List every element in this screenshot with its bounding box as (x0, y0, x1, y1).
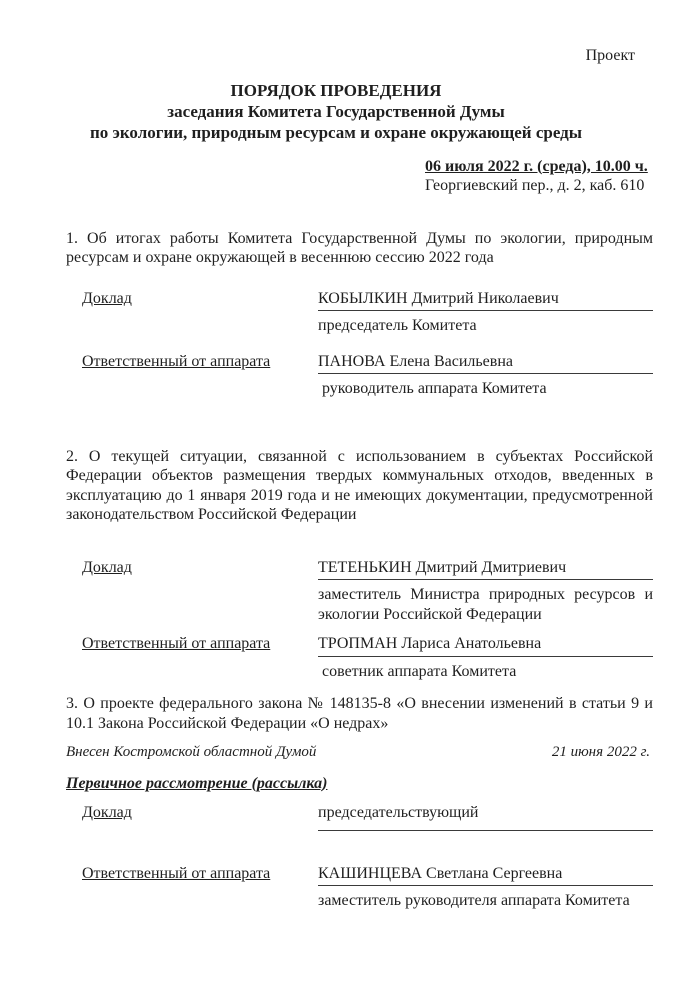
person-name: председательствующий (318, 803, 653, 831)
item3-speaker-report (82, 803, 653, 831)
title-line-3: по экологии, природным ресурсам и охране окружающей среды (89, 122, 583, 142)
report-person (318, 289, 653, 336)
staff-label-text: Ответственный от аппарата (82, 864, 271, 882)
person-role: заместитель Министра природных ресурсов и экологии Российской Федерации (318, 586, 653, 623)
person-role: руководитель аппарата Комитета (322, 380, 547, 397)
person-name: КАШИНЦЕВА Светлана Сергеевна (318, 864, 653, 887)
staff-person (318, 634, 653, 681)
meeting-when-block (425, 157, 700, 196)
report-person (318, 803, 653, 831)
report-label (82, 558, 318, 578)
report-label-text: Доклад (82, 804, 132, 821)
report-label (82, 803, 318, 823)
staff-person (318, 352, 653, 399)
staff-label-text: Ответственный от аппарата (82, 352, 271, 370)
staff-label (82, 864, 318, 884)
person-role: председатель Комитета (318, 317, 477, 334)
staff-label (82, 352, 318, 372)
person-role: заместитель руководителя аппарата Комитета (318, 892, 630, 909)
person-name: ТЕТЕНЬКИН Дмитрий Дмитриевич (318, 558, 653, 581)
staff-label-text: Ответственный от аппарата (82, 635, 271, 652)
person-role: советник аппарата Комитета (322, 662, 517, 680)
item2-speaker-staff (82, 634, 653, 681)
agenda-item-3-text: 3. О проекте федерального закона № 148135-8 «О внесении изменений в статьи 9 и 10.1 Закона Российской Федерации «О недрах» (66, 695, 653, 732)
staff-label (82, 634, 318, 654)
title-line-2: заседания Комитета Государственной Думы (167, 101, 505, 121)
bill-submission-row (66, 743, 650, 763)
report-label (82, 289, 318, 309)
project-label: Проект (585, 47, 635, 64)
agenda-item-1-text: 1. Об итогах работы Комитета Государственной Думы по экологии, природным ресурсам и охране окружающей в весеннюю сессию 2022 года (66, 229, 653, 266)
title-line-1: ПОРЯДОК ПРОВЕДЕНИЯ (230, 80, 442, 100)
submitted-by: Внесен Костромской областной Думой (66, 744, 317, 760)
item3-speaker-staff (82, 864, 653, 911)
person-name: КОБЫЛКИН Дмитрий Николаевич (318, 289, 653, 312)
person-name: ПАНОВА Елена Васильевна (318, 352, 653, 375)
meeting-location: Георгиевский пер., д. 2, каб. 610 (425, 177, 645, 194)
report-person (318, 558, 653, 625)
person-name: ТРОПМАН Лариса Анатольевна (318, 634, 653, 657)
agenda-item-2-text: 2. О текущей ситуации, связанной с использованием в субъектах Российской Федерации объектов размещения твердых коммунальных отходов, введенных в эксплуатацию до 1 января 2019 года и не имеющих документации, предусмотренной законодательством Российской Федерации (66, 447, 653, 523)
report-label-text: Доклад (82, 289, 132, 307)
document-title (66, 80, 606, 143)
staff-person (318, 864, 653, 911)
meeting-datetime: 06 июля 2022 г. (среда), 10.00 ч. (425, 157, 648, 175)
submitted-date: 21 июня 2022 г. (551, 744, 650, 760)
item2-speaker-report (82, 558, 653, 625)
report-label-text: Доклад (82, 558, 132, 576)
item1-speaker-staff (82, 352, 653, 399)
item1-speaker-report (82, 289, 653, 336)
consideration-stage: Первичное рассмотрение (рассылка) (66, 774, 328, 792)
